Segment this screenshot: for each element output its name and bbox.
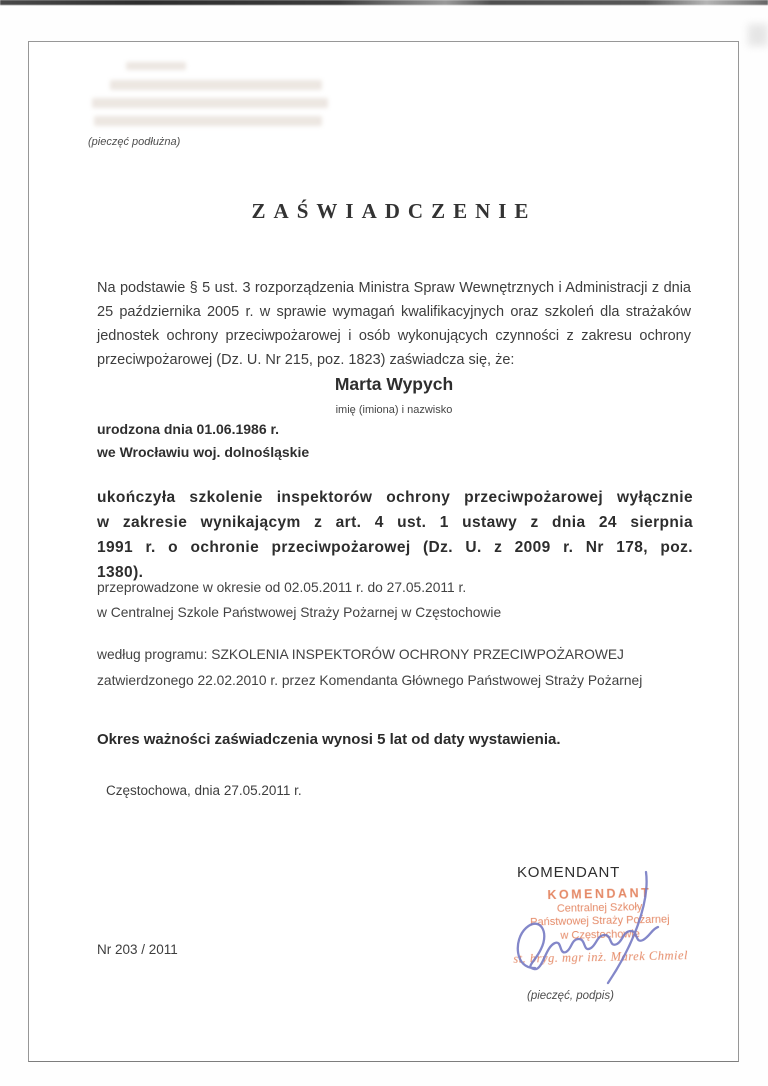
completion-paragraph: ukończyła szkolenie inspektorów ochrony przeciwpożarowej wyłącznie w zakresie wynikającym z art. 4 ust. 1 ustawy z dnia 24 sierpnia 1991 r. o ochronie przeciwpożarowej (Dz. U. z 2009 r. Nr 178, poz. 1380). — [97, 489, 693, 581]
recipient-name: Marta Wypych — [334, 374, 454, 394]
faded-office-stamp — [92, 62, 338, 128]
stamp-line-5: st. bryg. mgr inż. Marek Chmiel — [513, 948, 689, 966]
intro-paragraph: Na podstawie § 5 ust. 3 rozporządzenia Ministra Spraw Wewnętrznych i Administracji z dnia 25 października 2005 r. w sprawie wymagań kwalifikacyjnych oraz szkoleń dla strażaków jednostek ochrony przeciwpożarowej i osób wykonujących czynności z zakresu ochrony przeciwpożarowej (Dz. U. Nr 215, poz. 1823) zaświadcza się, że: — [97, 280, 691, 368]
certificate-title: ZAŚWIADCZENIE — [251, 199, 537, 223]
right-scan-shade — [748, 24, 768, 46]
faded-stamp-line — [92, 98, 328, 108]
birth-place-line: we Wrocławiu woj. dolnośląskie — [97, 444, 310, 460]
stamp-line-3: Państwowej Straży Pożarnej — [530, 913, 670, 929]
commander-title: KOMENDANT — [517, 864, 621, 881]
birth-date-line: urodzona dnia 01.06.1986 r. — [97, 421, 280, 437]
faded-stamp-line — [94, 116, 322, 126]
stamp-caption: (pieczęć podłużna) — [88, 136, 181, 148]
handwritten-signature — [505, 870, 690, 988]
stamp-line-2: Centralnej Szkoły — [556, 900, 643, 915]
top-scan-edge — [0, 0, 768, 5]
place-date-line: Częstochowa, dnia 27.05.2011 r. — [106, 783, 302, 798]
seal-caption: (pieczęć, podpis) — [527, 990, 614, 1002]
faded-stamp-line — [126, 62, 186, 70]
course-approval-line: zatwierdzonego 22.02.2010 r. przez Komendanta Głównego Państwowej Straży Pożarnej — [97, 673, 643, 688]
faded-stamp-line — [110, 80, 322, 90]
stamp-line-4: w Częstochowie — [560, 927, 641, 942]
stamp-line-1: KOMENDANT — [547, 885, 652, 903]
name-caption: imię (imiona) i nazwisko — [335, 404, 453, 416]
certificate-number: Nr 203 / 2011 — [97, 942, 178, 957]
course-program-line: według programu: SZKOLENIA INSPEKTORÓW OCHRONY PRZECIWPOŻAROWEJ — [97, 647, 624, 662]
course-venue-line: w Centralnej Szkole Państwowej Straży Pożarnej w Częstochowie — [97, 605, 502, 620]
course-period-line: przeprowadzone w okresie od 02.05.2011 r. do 27.05.2011 r. — [97, 580, 467, 595]
validity-line: Okres ważności zaświadczenia wynosi 5 lat od daty wystawienia. — [97, 731, 561, 748]
